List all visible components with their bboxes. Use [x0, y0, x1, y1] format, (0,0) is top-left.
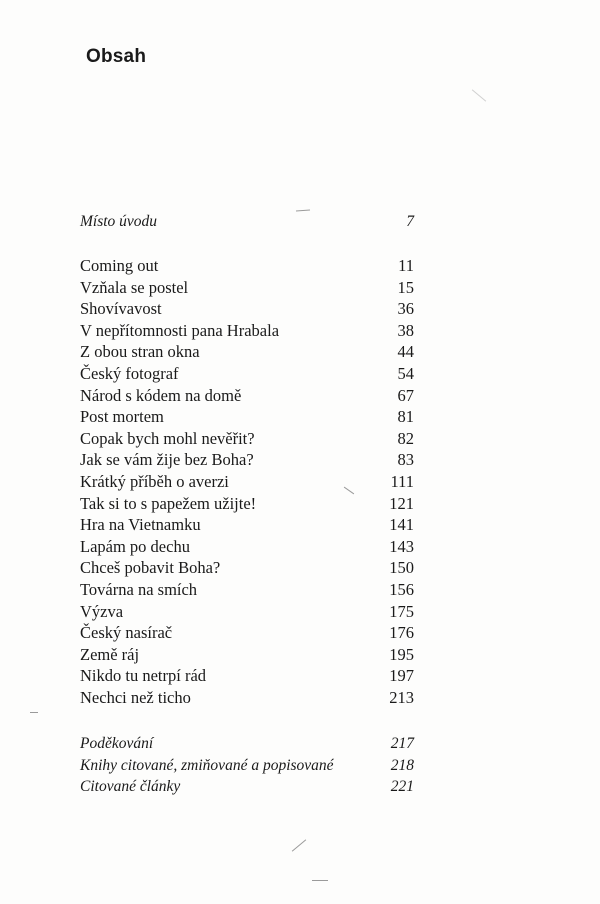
toc-entry — [80, 450, 414, 472]
scan-speck — [296, 210, 310, 212]
toc-entry-page: 156 — [389, 579, 414, 599]
toc-entry — [80, 688, 414, 710]
toc-entry-page: 83 — [397, 450, 414, 470]
toc-entry-page: 175 — [389, 601, 414, 621]
toc-entry-page: 38 — [397, 320, 414, 340]
toc-entry — [80, 278, 414, 300]
toc-entry — [80, 213, 414, 235]
toc-entry-page: 7 — [406, 213, 414, 230]
toc-entry-title: Výzva — [80, 601, 124, 621]
toc-entry-title: Národ s kódem na domě — [80, 385, 242, 405]
toc-entry — [80, 645, 414, 667]
toc-entry-page: 217 — [390, 735, 414, 752]
toc-entry-title: V nepřítomnosti pana Hrabala — [80, 320, 280, 340]
toc-entry — [80, 386, 414, 408]
page-title: Obsah — [86, 46, 147, 67]
toc-entry-title: Poděkování — [80, 735, 154, 752]
toc-entry-title: Coming out — [80, 256, 159, 275]
toc-entry — [80, 472, 414, 494]
toc-entry-page: 111 — [390, 471, 414, 491]
toc-entry-page: 213 — [389, 687, 414, 707]
toc-entry-title: Nechci než ticho — [80, 687, 191, 707]
toc-entry-title: Post mortem — [80, 407, 164, 427]
toc-entry — [80, 256, 414, 278]
toc-entry-page: 195 — [389, 644, 414, 664]
toc-entry — [80, 558, 414, 580]
toc-entry-page: 218 — [390, 756, 414, 774]
toc-entry-page: 150 — [389, 558, 414, 578]
toc-entry-title: Země ráj — [80, 644, 140, 664]
toc-entry — [80, 757, 414, 779]
scan-speck — [312, 880, 328, 881]
toc-entry-title: Tak si to s papežem užijte! — [80, 493, 257, 513]
scan-speck — [292, 839, 306, 851]
toc-entry-title: Shovívavost — [80, 299, 162, 319]
toc-entry-page: 15 — [397, 277, 414, 297]
toc-entry-page: 197 — [389, 666, 414, 686]
toc-entry — [80, 623, 414, 645]
toc-entry-title: Vzňala se postel — [80, 277, 189, 297]
toc-back-matter-section — [80, 735, 414, 800]
toc-entry — [80, 299, 414, 321]
toc-entry — [80, 666, 414, 688]
toc-entry-page: 141 — [389, 515, 414, 535]
toc-intro-section — [80, 213, 414, 235]
toc-entry-page: 81 — [397, 407, 414, 427]
toc-entry-title: Jak se vám žije bez Boha? — [80, 450, 254, 470]
toc-entry-page: 221 — [390, 778, 414, 796]
toc-entry-page: 11 — [398, 256, 414, 275]
toc-entry — [80, 580, 414, 602]
toc-entry-title: Lapám po dechu — [80, 536, 190, 556]
toc-chapters-section — [80, 256, 414, 709]
toc-entry-title: Český nasírač — [80, 623, 173, 643]
toc-entry-title: Knihy citované, zmiňované a popisované — [80, 756, 334, 774]
toc-entry — [80, 602, 414, 624]
toc-entry — [80, 321, 414, 343]
toc-entry-title: Hra na Vietnamku — [80, 515, 201, 535]
toc-entry-page: 82 — [397, 428, 414, 448]
toc-entry-title: Chceš pobavit Boha? — [80, 558, 221, 578]
toc-entry — [80, 342, 414, 364]
toc-entry-page: 121 — [389, 493, 414, 513]
toc-entry — [80, 537, 414, 559]
toc-entry — [80, 778, 414, 800]
scan-speck — [472, 89, 486, 101]
toc-entry-page: 143 — [389, 536, 414, 556]
toc-entry — [80, 429, 414, 451]
scan-speck — [30, 712, 38, 713]
toc-entry — [80, 515, 414, 537]
toc-entry-title: Továrna na smích — [80, 579, 198, 599]
toc-entry-title: Copak bych mohl nevěřit? — [80, 428, 255, 448]
toc-entry-page: 54 — [397, 363, 414, 383]
toc-entry — [80, 407, 414, 429]
toc-entry-page: 67 — [397, 385, 414, 405]
toc-entry-title: Krátký příběh o averzi — [80, 471, 229, 491]
toc-entry — [80, 735, 414, 757]
toc-entry-page: 176 — [389, 623, 414, 643]
toc-entry-page: 36 — [397, 299, 414, 319]
toc-entry — [80, 494, 414, 516]
toc-entry-title: Z obou stran okna — [80, 342, 200, 362]
toc-entry-title: Místo úvodu — [80, 213, 158, 230]
toc-entry-title: Český fotograf — [80, 363, 179, 383]
toc-entry-page: 44 — [397, 342, 414, 362]
toc-entry-title: Citované články — [80, 778, 181, 796]
toc-entry-title: Nikdo tu netrpí rád — [80, 666, 207, 686]
toc-entry — [80, 364, 414, 386]
